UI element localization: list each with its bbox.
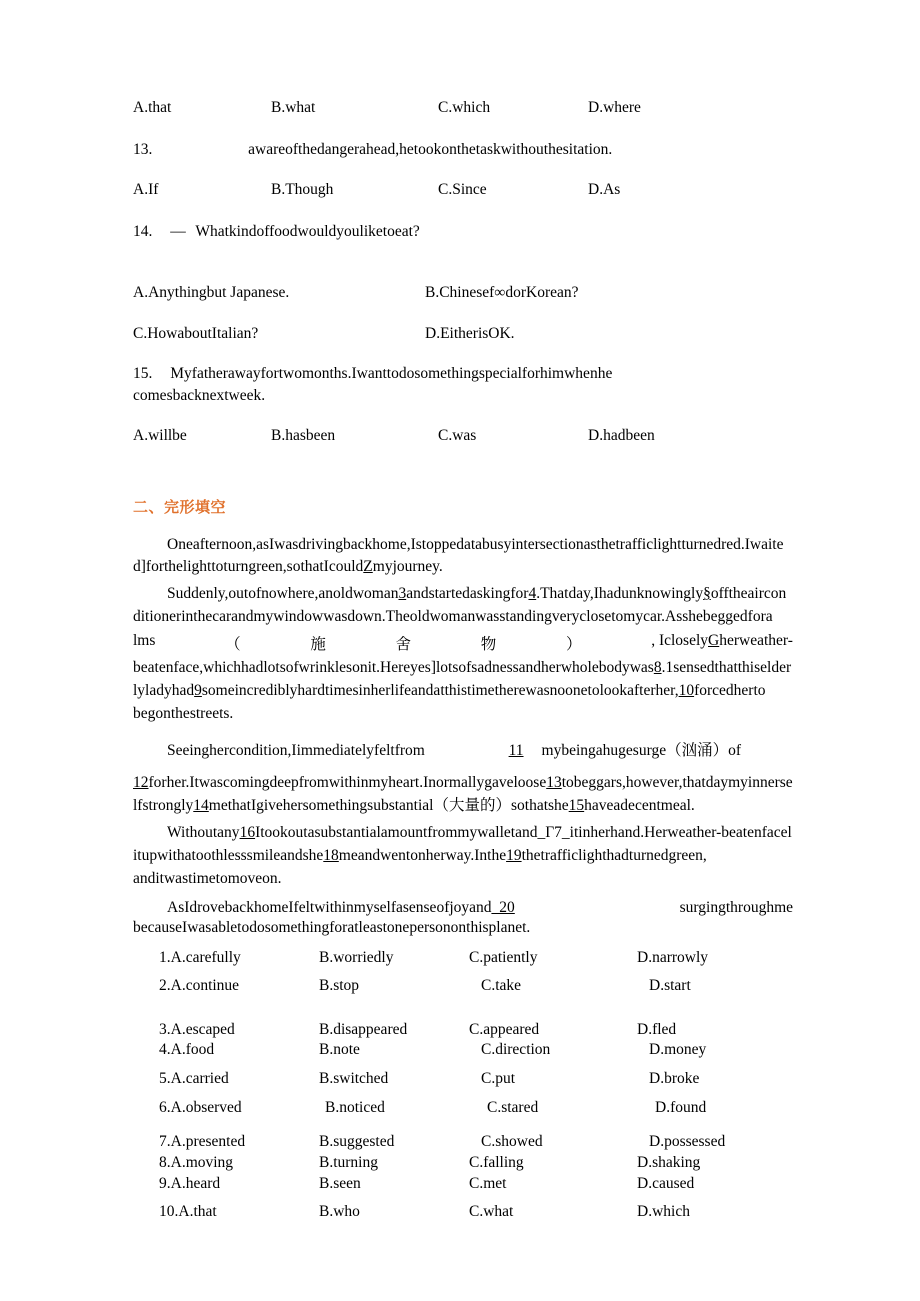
option-b[interactable]: B.suggested — [319, 1132, 395, 1150]
option-a[interactable] — [159, 1042, 319, 1058]
p3-line1-b: mybeingahugesurge（汹涌）of — [541, 742, 741, 760]
cloze-paragraph-3-line1 — [133, 738, 793, 760]
p2-b: andstartedaskingfor — [406, 585, 529, 603]
gloss-char-3: 物 — [480, 636, 497, 654]
option-b[interactable]: B.seen — [319, 1174, 361, 1192]
cloze-blank-10[interactable]: 10 — [678, 682, 695, 700]
p4-line2-a: beatenfacelitupwithatoothlesssmileandshe — [133, 823, 792, 864]
option-a[interactable] — [159, 1155, 319, 1171]
document-body — [133, 100, 793, 1220]
cloze-blank-8[interactable]: 8 — [653, 659, 662, 677]
option-d[interactable]: D.EitherisOK. — [425, 324, 515, 342]
paren-open: （ — [225, 636, 241, 654]
cloze-answer-options — [133, 950, 793, 1220]
option-a-label: A.carried — [170, 1069, 229, 1087]
question-13-options — [133, 182, 793, 198]
option-c[interactable]: C.put — [481, 1069, 516, 1087]
p4-line1-b: Itookoutasubstantialamountfrommywalletand — [255, 823, 538, 841]
option-d[interactable]: D.shaking — [637, 1154, 701, 1172]
cloze-option-row-1 — [133, 950, 793, 966]
cloze-paragraph-5-line1 — [133, 899, 793, 917]
option-d[interactable]: D.found — [655, 1099, 707, 1117]
cloze-paragraph-2-part1 — [133, 583, 793, 629]
p4-line1-a: Withoutany — [167, 823, 240, 841]
p3-line3-c: haveadecentmeal. — [584, 797, 695, 814]
cloze-paragraph-5-line2: becauseIwasabletodosomethingforatleastonepersononthisplanet. — [133, 918, 531, 936]
cloze-option-row-8 — [133, 1155, 793, 1171]
question-14-number: 14. — [133, 222, 153, 240]
option-b[interactable]: B.who — [319, 1203, 360, 1221]
gloss-char-1: 施 — [310, 636, 326, 654]
option-a[interactable] — [159, 978, 319, 994]
option-a[interactable] — [159, 1022, 319, 1038]
p5-line1-b: surgingthroughme — [679, 898, 793, 916]
p3-line3-a: nerselfstrongly — [133, 774, 793, 814]
question-14-stem — [133, 224, 793, 240]
alms-tail-pre: , Iclosely — [651, 632, 709, 650]
cloze-option-row-10 — [133, 1204, 793, 1220]
cloze-blank-6[interactable]: G — [708, 632, 720, 650]
option-b[interactable]: B.noticed — [325, 1099, 385, 1117]
cloze-option-row-7 — [133, 1134, 793, 1150]
p2-line6: begonthestreets. — [133, 705, 234, 723]
p2-line4-a: beatenface,whichhadlotsofwrinklesonit.Hereyes]lotsofsadnessandherwholebodywas — [133, 659, 654, 677]
cloze-blank-9[interactable]: 9 — [194, 682, 202, 700]
option-a-label: A.heard — [170, 1174, 221, 1192]
option-c[interactable]: C.direction — [481, 1041, 551, 1059]
option-a[interactable]: A.Anythingbut Japanese. — [133, 284, 290, 301]
p2-line5-c: forcedherto — [694, 682, 766, 700]
option-a[interactable]: A.willbe — [133, 427, 187, 444]
option-b[interactable]: B.hasbeen — [271, 427, 336, 444]
cloze-paragraph-3-rest — [133, 772, 793, 818]
option-a-label: A.continue — [170, 977, 240, 995]
question-12-options — [133, 100, 793, 116]
row-number: 7. — [159, 1132, 171, 1150]
question-13-stem — [133, 142, 793, 158]
question-13-number: 13. — [133, 140, 153, 158]
cloze-blank-13[interactable]: 13 — [546, 774, 562, 792]
option-b[interactable]: B.disappeared — [319, 1020, 408, 1038]
question-13-text: awareofthedangerahead,hetookonthetaskwithouthesitation. — [248, 140, 613, 158]
question-14-options-row-1 — [133, 285, 793, 301]
question-15-stem — [133, 363, 793, 407]
row-number: 8. — [159, 1154, 171, 1172]
option-a[interactable] — [159, 1176, 319, 1192]
cloze-blank-14[interactable]: 14 — [193, 797, 209, 814]
option-b[interactable]: B.Though — [271, 181, 334, 198]
option-b[interactable]: B.worriedly — [319, 948, 394, 966]
option-a-label: A.escaped — [170, 1020, 235, 1038]
p2-d: offtheairco — [710, 585, 779, 603]
dialogue-dash: — — [170, 222, 186, 240]
row-number: 9. — [159, 1174, 171, 1192]
p4-line1-c: itinherhand.Herweather- — [569, 823, 722, 841]
cloze-blank-16[interactable]: 16 — [239, 823, 256, 841]
option-d[interactable]: D.broke — [649, 1069, 700, 1087]
row-number: 2. — [159, 977, 171, 995]
cloze-blank-4[interactable]: 4 — [528, 585, 537, 603]
option-d[interactable]: D.caused — [637, 1174, 695, 1192]
p5-line1-a — [133, 899, 515, 917]
p2-line5-a: erlyladyhad — [133, 659, 792, 700]
cloze-blank-12[interactable]: 12 — [133, 774, 149, 792]
option-a-label: A.food — [170, 1041, 215, 1059]
cloze-blank-18[interactable]: 18 — [323, 846, 339, 864]
option-a[interactable] — [159, 1204, 319, 1220]
option-c[interactable]: C.met — [469, 1174, 507, 1192]
option-a[interactable] — [159, 1134, 319, 1150]
question-14-text: Whatkindoffoodwouldyouliketoeat? — [195, 222, 420, 240]
option-c[interactable]: C.was — [438, 427, 477, 444]
alms-line-tail — [651, 632, 793, 654]
option-c[interactable]: C.which — [438, 99, 491, 116]
p4-line2-b: meandwentonherway.Inthe — [338, 846, 507, 864]
option-d[interactable]: D.fled — [637, 1020, 677, 1038]
option-c[interactable]: C.Since — [438, 181, 487, 198]
p2-a: Suddenly,outofnowhere,anoldwoman — [167, 585, 399, 603]
p4-line3: anditwastimetomoveon. — [133, 869, 282, 887]
option-a-label: A.presented — [170, 1132, 246, 1150]
option-c[interactable]: C.showed — [481, 1132, 543, 1150]
section-heading-cloze: 二、完形填空 — [133, 497, 227, 516]
option-a-label: A.moving — [170, 1154, 234, 1172]
p3-line1-text: Seeinghercondition,Iimmediatelyfeltfrom — [167, 742, 425, 760]
p3-line2-a: forher.Itwascomingdeepfromwithinmyheart.Inormallygaveloose — [148, 774, 547, 792]
option-c[interactable]: C.take — [481, 977, 522, 995]
cloze-option-row-9 — [133, 1176, 793, 1192]
cloze-paragraph-2-alms-line — [133, 632, 793, 654]
option-b[interactable]: B.switched — [319, 1069, 389, 1087]
p3-line2-b: tobeggars,however,thatdaymyin — [561, 774, 760, 792]
option-d[interactable]: D.money — [649, 1041, 707, 1059]
cloze-blank-3[interactable]: 3 — [398, 585, 407, 603]
option-c[interactable]: C.stared — [487, 1099, 539, 1117]
cloze-blank-15[interactable]: 15 — [568, 797, 585, 814]
option-a[interactable]: A.If — [133, 181, 159, 198]
row-number: 6. — [159, 1099, 171, 1117]
cloze-option-row-2 — [133, 978, 793, 994]
option-b[interactable]: B.note — [319, 1041, 360, 1059]
option-b[interactable]: B.stop — [319, 977, 360, 995]
question-15-number: 15. — [133, 365, 153, 382]
question-15-text-line2: comesbacknextweek. — [133, 387, 266, 404]
option-a[interactable] — [159, 950, 319, 966]
row-number: 3. — [159, 1020, 171, 1038]
option-b[interactable]: B.what — [271, 99, 316, 116]
question-15-text-line1: Myfatherawayfortwomonths.Iwanttodosomethingspecialforhimwhenhe — [170, 365, 613, 382]
option-a-label: A.that — [178, 1203, 217, 1221]
cloze-blank-2[interactable]: Z — [363, 558, 373, 576]
row-number: 4. — [159, 1041, 171, 1059]
option-a[interactable] — [159, 1071, 319, 1087]
row-number: 5. — [159, 1069, 171, 1087]
cloze-option-row-5 — [133, 1071, 793, 1087]
p3-line1-rest — [509, 738, 793, 760]
p2-line5-b: someincrediblyhardtimesinherlifeandatthistimetherewasnoonetolookafterher, — [201, 682, 679, 700]
cloze-option-row-4 — [133, 1042, 793, 1058]
cloze-paragraph-4 — [133, 822, 793, 891]
p2-c: .Thatday,Ihadunknowingly — [536, 585, 704, 603]
option-c[interactable]: C.patiently — [469, 948, 538, 966]
option-c[interactable]: C.appeared — [469, 1020, 540, 1038]
option-c[interactable]: C.HowaboutItalian? — [133, 324, 259, 342]
cloze-option-row-3 — [133, 1022, 793, 1038]
question-14-options-row-2 — [133, 326, 793, 342]
p2-line2: nditionerinthecarandmywindowwasdown.Theoldwomanwasstandingveryclosetomycar.Asshebeggedfora — [133, 585, 787, 626]
paren-close: ） — [565, 636, 582, 654]
option-d[interactable]: D.narrowly — [637, 948, 709, 966]
cloze-blank-11[interactable]: 11 — [508, 742, 524, 760]
option-a[interactable] — [159, 1100, 319, 1116]
row-number: 10. — [159, 1203, 179, 1221]
option-d[interactable]: D.start — [649, 977, 691, 995]
alms-word: lms — [133, 632, 156, 650]
option-d[interactable]: D.hadbeen — [588, 427, 655, 444]
cloze-option-row-6 — [133, 1100, 793, 1116]
cloze-blank-17[interactable]: _Γ7_ — [537, 823, 570, 841]
p3-line1-a — [133, 742, 425, 760]
option-d[interactable]: D.possessed — [649, 1132, 726, 1150]
option-a-label: A.observed — [170, 1099, 242, 1117]
cloze-blank-5[interactable]: § — [703, 585, 711, 603]
option-b[interactable]: B.turning — [319, 1154, 378, 1172]
question-15-options — [133, 428, 793, 444]
option-b[interactable]: B.Chinesef∞dorKorean? — [425, 284, 579, 301]
option-c[interactable]: C.falling — [469, 1154, 524, 1172]
cloze-paragraph-2-part2 — [133, 657, 793, 726]
cloze-blank-20[interactable]: _20 — [491, 898, 515, 916]
option-c[interactable]: C.what — [469, 1203, 514, 1221]
option-d[interactable]: D.where — [588, 99, 641, 116]
p1-line2-post: myjourney. — [372, 558, 443, 576]
alms-tail-post: herweather- — [719, 632, 793, 650]
p2-line4-b: .1sensedthatthiseld — [661, 659, 780, 677]
cloze-paragraph-1 — [133, 534, 793, 580]
option-d[interactable]: D.As — [588, 181, 621, 198]
p5-line1-text: AsIdrovebackhomeIfeltwithinmyselfasenseofjoyand — [167, 898, 492, 916]
gloss-char-2: 舍 — [395, 636, 412, 654]
p1-line1: Oneafternoon,asIwasdrivingbackhome,Istoppedatabusyintersectionasthetrafficlightturnedred.Iwaite — [167, 535, 784, 553]
option-a-label: A.carefully — [170, 948, 241, 966]
p1-line2-pre: d]forthelighttoturngreen,sothatIcould — [133, 558, 364, 576]
p4-line2-c: thetrafficlighthadturnedgreen, — [521, 846, 707, 864]
row-number: 1. — [159, 948, 171, 966]
option-d[interactable]: D.which — [637, 1203, 690, 1221]
option-a[interactable]: A.that — [133, 99, 172, 116]
cloze-blank-19[interactable]: 19 — [506, 846, 522, 864]
p3-line3-b: methatIgivehersomethingsubstantial（大量的）sothatshe — [208, 797, 569, 814]
